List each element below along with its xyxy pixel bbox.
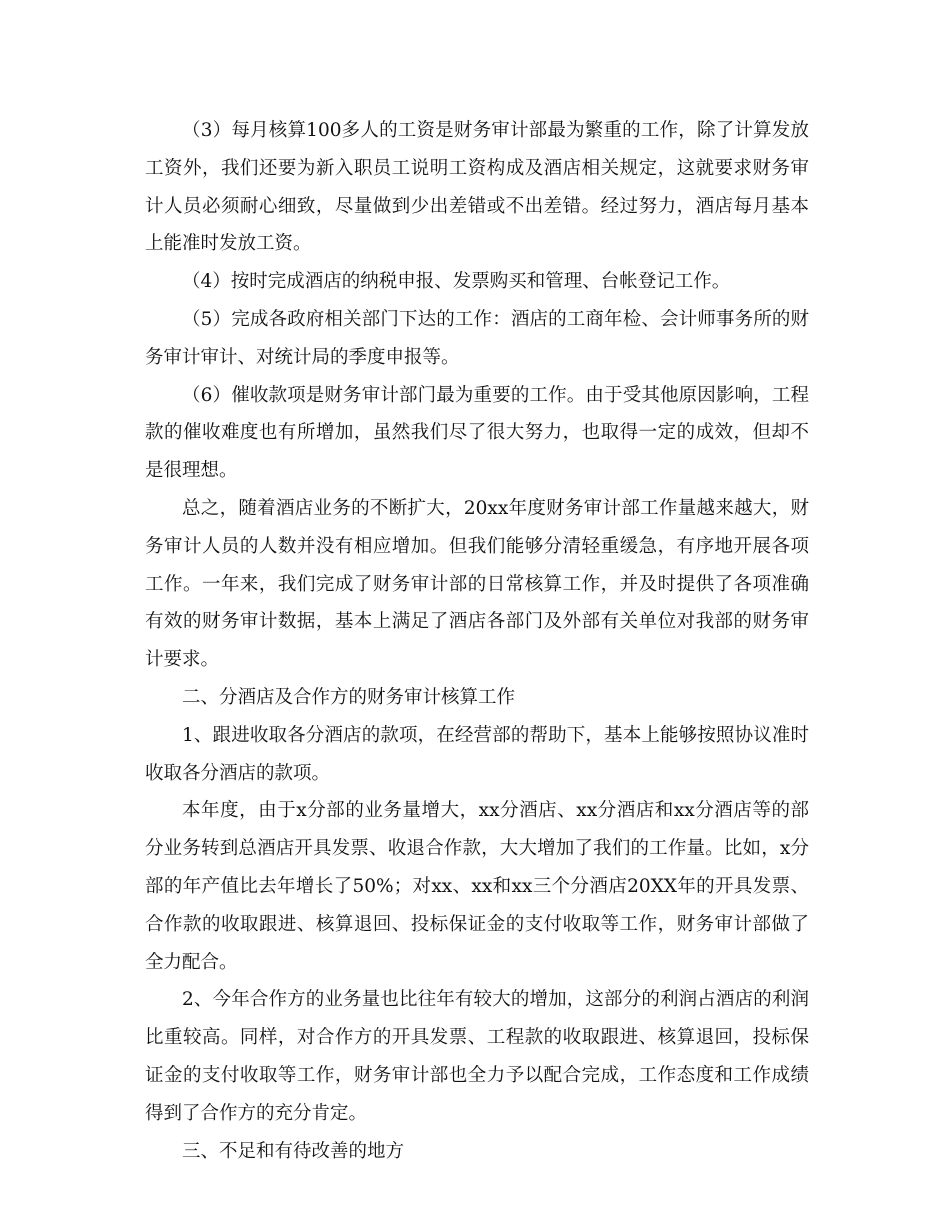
document-page xyxy=(145,112,809,1170)
section-heading-2: 二、分酒店及合作方的财务审计核算工作 xyxy=(182,686,516,708)
paragraph-branch-collection: 1、跟进收取各分酒店的款项，在经营部的帮助下，基本上能够按照协议准时收取各分酒店的款项。 xyxy=(145,724,809,784)
paragraph-tax: （4）按时完成酒店的纳税申报、发票购买和管理、台帐登记工作。 xyxy=(182,271,731,293)
paragraph-collection: （6）催收款项是财务审计部门最为重要的工作。由于受其他原因影响，工程款的催收难度也有所增加，虽然我们尽了很大努力，也取得一定的成效，但却不是很理想。 xyxy=(145,384,809,482)
paragraph-summary: 总之，随着酒店业务的不断扩大，20xx年度财务审计部工作量越来越大，财务审计人员的人数并没有相应增加。但我们能够分清轻重缓急，有序地开展各项工作。一年来，我们完成了财务审计部的日常核算工作，并及时提供了各项准确有效的财务审计数据，基本上满足了酒店各部门及外部有关单位对我部的财务审计要求。 xyxy=(145,497,809,671)
paragraph-government: （5）完成各政府相关部门下达的工作：酒店的工商年检、会计师事务所的财务审计审计、对统计局的季度申报等。 xyxy=(145,308,809,368)
section-heading-3: 三、不足和有待改善的地方 xyxy=(182,1140,405,1162)
paragraph-salary: （3）每月核算100多人的工资是财务审计部最为繁重的工作，除了计算发放工资外，我们还要为新入职员工说明工资构成及酒店相关规定，这就要求财务审计人员必须耐心细致，尽量做到少出差错或不出差错。经过努力，酒店每月基本上能准时发放工资。 xyxy=(145,120,809,255)
paragraph-annual: 本年度，由于x分部的业务量增大，xx分酒店、xx分酒店和xx分酒店等的部分业务转到总酒店开具发票、收退合作款，大大增加了我们的工作量。比如，x分部的年产值比去年增长了50%；对xx、xx和xx三个分酒店20XX年的开具发票、合作款的收取跟进、核算退回、投标保证金的支付收取等工作，财务审计部做了全力配合。 xyxy=(145,800,809,973)
paragraph-partner: 2、今年合作方的业务量也比往年有较大的增加，这部分的利润占酒店的利润比重较高。同样，对合作方的开具发票、工程款的收取跟进、核算退回，投标保证金的支付收取等工作，财务审计部也全力予以配合完成，工作态度和工作成绩得到了合作方的充分肯定。 xyxy=(145,989,809,1124)
